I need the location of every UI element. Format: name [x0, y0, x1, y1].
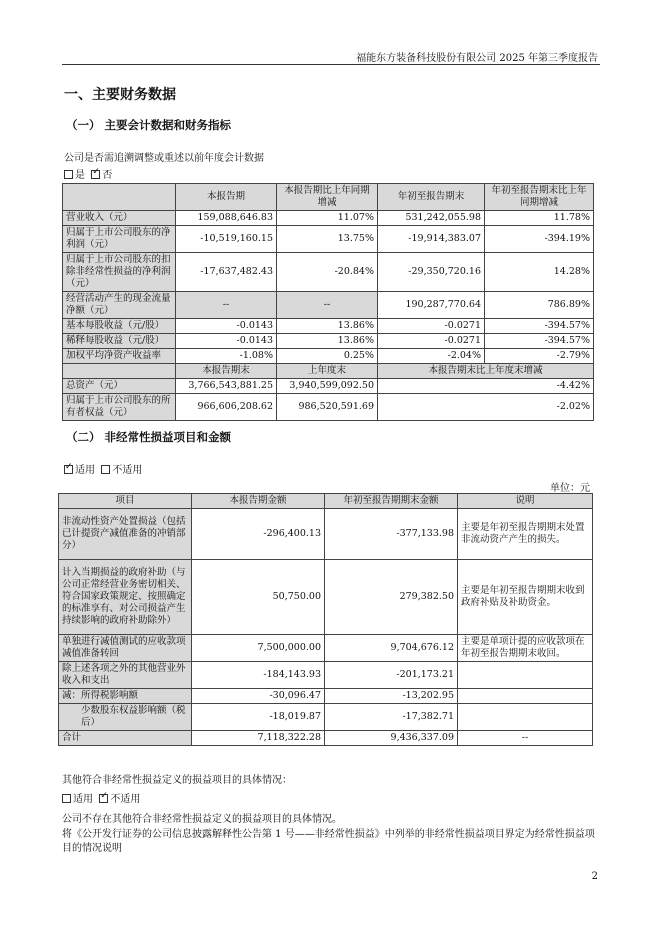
cell-value: -30,096.47	[192, 689, 325, 704]
cell-note: --	[458, 731, 593, 746]
cell-value: -19,914,383.07	[378, 226, 485, 253]
cell-value: -0.0271	[378, 334, 485, 349]
cell-value: 279,382.50	[325, 560, 458, 635]
table1-header-cell: 本报告期	[176, 184, 277, 211]
cell-value: 11.78%	[485, 211, 594, 226]
checkbox-applicable-icon[interactable]	[64, 465, 73, 474]
table1-header-cell: 本报告期比上年同期增减	[277, 184, 378, 211]
cell-note	[458, 662, 593, 689]
row-label: 归属于上市公司股东的所有者权益（元）	[63, 394, 176, 421]
cell-note: 主要是年初至报告期期末处置非流动资产产生的损失。	[458, 509, 593, 560]
cell-value: 13.86%	[277, 334, 378, 349]
checkbox-yes-icon[interactable]	[64, 170, 73, 179]
cell-value: 3,766,543,881.25	[176, 379, 277, 394]
page-header: 福能东方装备科技股份有限公司 2025 年第三季度报告	[356, 53, 598, 64]
table-row	[63, 211, 594, 226]
nonrecurring-items-table	[58, 493, 593, 746]
cell-value: -18,019.87	[192, 704, 325, 731]
cell-value: -20.84%	[277, 253, 378, 292]
row-label: 归属于上市公司股东的净利润（元）	[63, 226, 176, 253]
cell-value: 531,242,055.98	[378, 211, 485, 226]
financial-data-table	[62, 183, 594, 421]
cell-note: 主要是单项计提的应收款项在年初至报告期期末收回。	[458, 635, 593, 662]
cell-value: 11.07%	[277, 211, 378, 226]
subsection-title-nonrecurring: （二） 非经常性损益项目和金额	[66, 430, 232, 444]
row-label: 单独进行减值测试的应收款项减值准备转回	[59, 635, 192, 662]
checkbox-not-applicable-icon[interactable]	[99, 794, 108, 803]
table-subheader-row	[63, 364, 594, 379]
table-row	[63, 379, 594, 394]
cell-value: 3,940,599,092.50	[277, 379, 378, 394]
checkbox-no-icon[interactable]	[91, 170, 100, 179]
table-row	[59, 560, 593, 635]
table1-header-cell: 年初至报告期末比上年同期增减	[485, 184, 594, 211]
table-row	[63, 292, 594, 319]
restate-options: 是 ✓ 否	[64, 166, 112, 181]
table-row	[59, 704, 593, 731]
table1-header-cell: 年初至报告期末	[378, 184, 485, 211]
subheader-cell: 上年度末	[277, 364, 378, 379]
cell-value: 50,750.00	[192, 560, 325, 635]
cell-value: -0.0143	[176, 334, 277, 349]
table-row	[63, 226, 594, 253]
cell-value: 9,704,676.12	[325, 635, 458, 662]
cell-value: 7,118,322.28	[192, 731, 325, 746]
row-label: 营业收入（元）	[63, 211, 176, 226]
table-row	[59, 635, 593, 662]
cell-note: 主要是年初至报告期期末收到政府补贴及补助资金。	[458, 560, 593, 635]
page-number: 2	[591, 871, 598, 882]
cell-value: -394.19%	[485, 226, 594, 253]
row-label: 归属于上市公司股东的扣除非经常性损益的净利润（元）	[63, 253, 176, 292]
cell-value: -0.0143	[176, 319, 277, 334]
cell-value: -2.04%	[378, 349, 485, 364]
row-label: 减：所得税影响额	[59, 689, 192, 704]
table2-header-cell: 年初至报告期期末金额	[325, 494, 458, 509]
other-items-note: 其他符合非经常性损益定义的损益项目的具体情况：	[62, 775, 292, 786]
reclassification-note: 将《公开发行证券的公司信息披露解释性公告第 1 号——非经常性损益》中列举的非经常性损益项目界定为经常性损益项目的情况说明	[62, 829, 595, 854]
table2-header-cell: 本报告期金额	[192, 494, 325, 509]
cell-value: -17,637,482.43	[176, 253, 277, 292]
row-label: 计入当期损益的政府补助（与公司正常经营业务密切相关、符合国家政策规定、按照确定的标准享有、对公司损益产生持续影响的政府补助除外）	[59, 560, 192, 635]
cell-value: -2.02%	[378, 394, 594, 421]
cell-value: --	[277, 292, 378, 319]
subheader-cell: 本报告期末比上年度末增减	[378, 364, 594, 379]
cell-note	[458, 689, 593, 704]
row-label: 除上述各项之外的其他营业外收入和支出	[59, 662, 192, 689]
table-row	[63, 319, 594, 334]
cell-value: 159,088,646.83	[176, 211, 277, 226]
cell-value: -29,350,720.16	[378, 253, 485, 292]
row-label: 加权平均净资产收益率	[63, 349, 176, 364]
table-row	[63, 334, 594, 349]
other-none-statement: 公司不存在其他符合非经常性损益定义的损益项目的具体情况。	[62, 814, 342, 825]
cell-value: -0.0271	[378, 319, 485, 334]
table2-header-cell: 项目	[59, 494, 192, 509]
table-row	[59, 731, 593, 746]
table-row	[63, 349, 594, 364]
table1-header-cell	[63, 184, 176, 211]
cell-value: 786.89%	[485, 292, 594, 319]
empty-cell	[63, 364, 176, 379]
cell-value: -201,173.21	[325, 662, 458, 689]
checkbox-not-applicable-icon[interactable]	[101, 465, 110, 474]
cell-value: -394.57%	[485, 334, 594, 349]
cell-value: -377,133.98	[325, 509, 458, 560]
subheader-cell: 本报告期末	[176, 364, 277, 379]
row-label: 稀释每股收益（元/股）	[63, 334, 176, 349]
cell-note	[458, 704, 593, 731]
cell-value: 14.28%	[485, 253, 594, 292]
restate-question: 公司是否需追溯调整或重述以前年度会计数据	[64, 153, 264, 164]
cell-value: 966,606,208.62	[176, 394, 277, 421]
cell-value: 9,436,337.09	[325, 731, 458, 746]
cell-value: -2.79%	[485, 349, 594, 364]
cell-value: -296,400.13	[192, 509, 325, 560]
section-title: 一、主要财务数据	[64, 87, 176, 103]
cell-value: 13.86%	[277, 319, 378, 334]
cell-value: --	[176, 292, 277, 319]
cell-value: 7,500,000.00	[192, 635, 325, 662]
cell-value: 0.25%	[277, 349, 378, 364]
cell-value: -1.08%	[176, 349, 277, 364]
cell-value: -13,202.95	[325, 689, 458, 704]
table-row	[63, 394, 594, 421]
table-row	[59, 689, 593, 704]
applicable-options: ✓适用 不适用	[64, 461, 142, 476]
checkbox-applicable-icon[interactable]	[62, 794, 71, 803]
table2-header-cell: 说明	[458, 494, 593, 509]
unit-label: 单位：元	[550, 483, 590, 494]
cell-value: 13.75%	[277, 226, 378, 253]
table-row	[59, 509, 593, 560]
cell-value: -184,143.93	[192, 662, 325, 689]
row-label: 少数股东权益影响额（税后）	[59, 704, 192, 731]
cell-value: -17,382.71	[325, 704, 458, 731]
cell-value: -394.57%	[485, 319, 594, 334]
cell-value: -4.42%	[378, 379, 594, 394]
cell-value: 986,520,591.69	[277, 394, 378, 421]
other-applicable-options: 适用 ✓ 不适用	[62, 790, 140, 805]
row-label: 总资产（元）	[63, 379, 176, 394]
cell-value: 190,287,770.64	[378, 292, 485, 319]
cell-value: -10,519,160.15	[176, 226, 277, 253]
row-label: 非流动性资产处置损益（包括已计提资产减值准备的冲销部分）	[59, 509, 192, 560]
header-rule	[62, 64, 600, 65]
row-label: 合计	[59, 731, 192, 746]
table-row	[59, 662, 593, 689]
table-row	[63, 253, 594, 292]
row-label: 经营活动产生的现金流量净额（元）	[63, 292, 176, 319]
subsection-title-accounting: （一） 主要会计数据和财务指标	[66, 118, 232, 132]
row-label: 基本每股收益（元/股）	[63, 319, 176, 334]
